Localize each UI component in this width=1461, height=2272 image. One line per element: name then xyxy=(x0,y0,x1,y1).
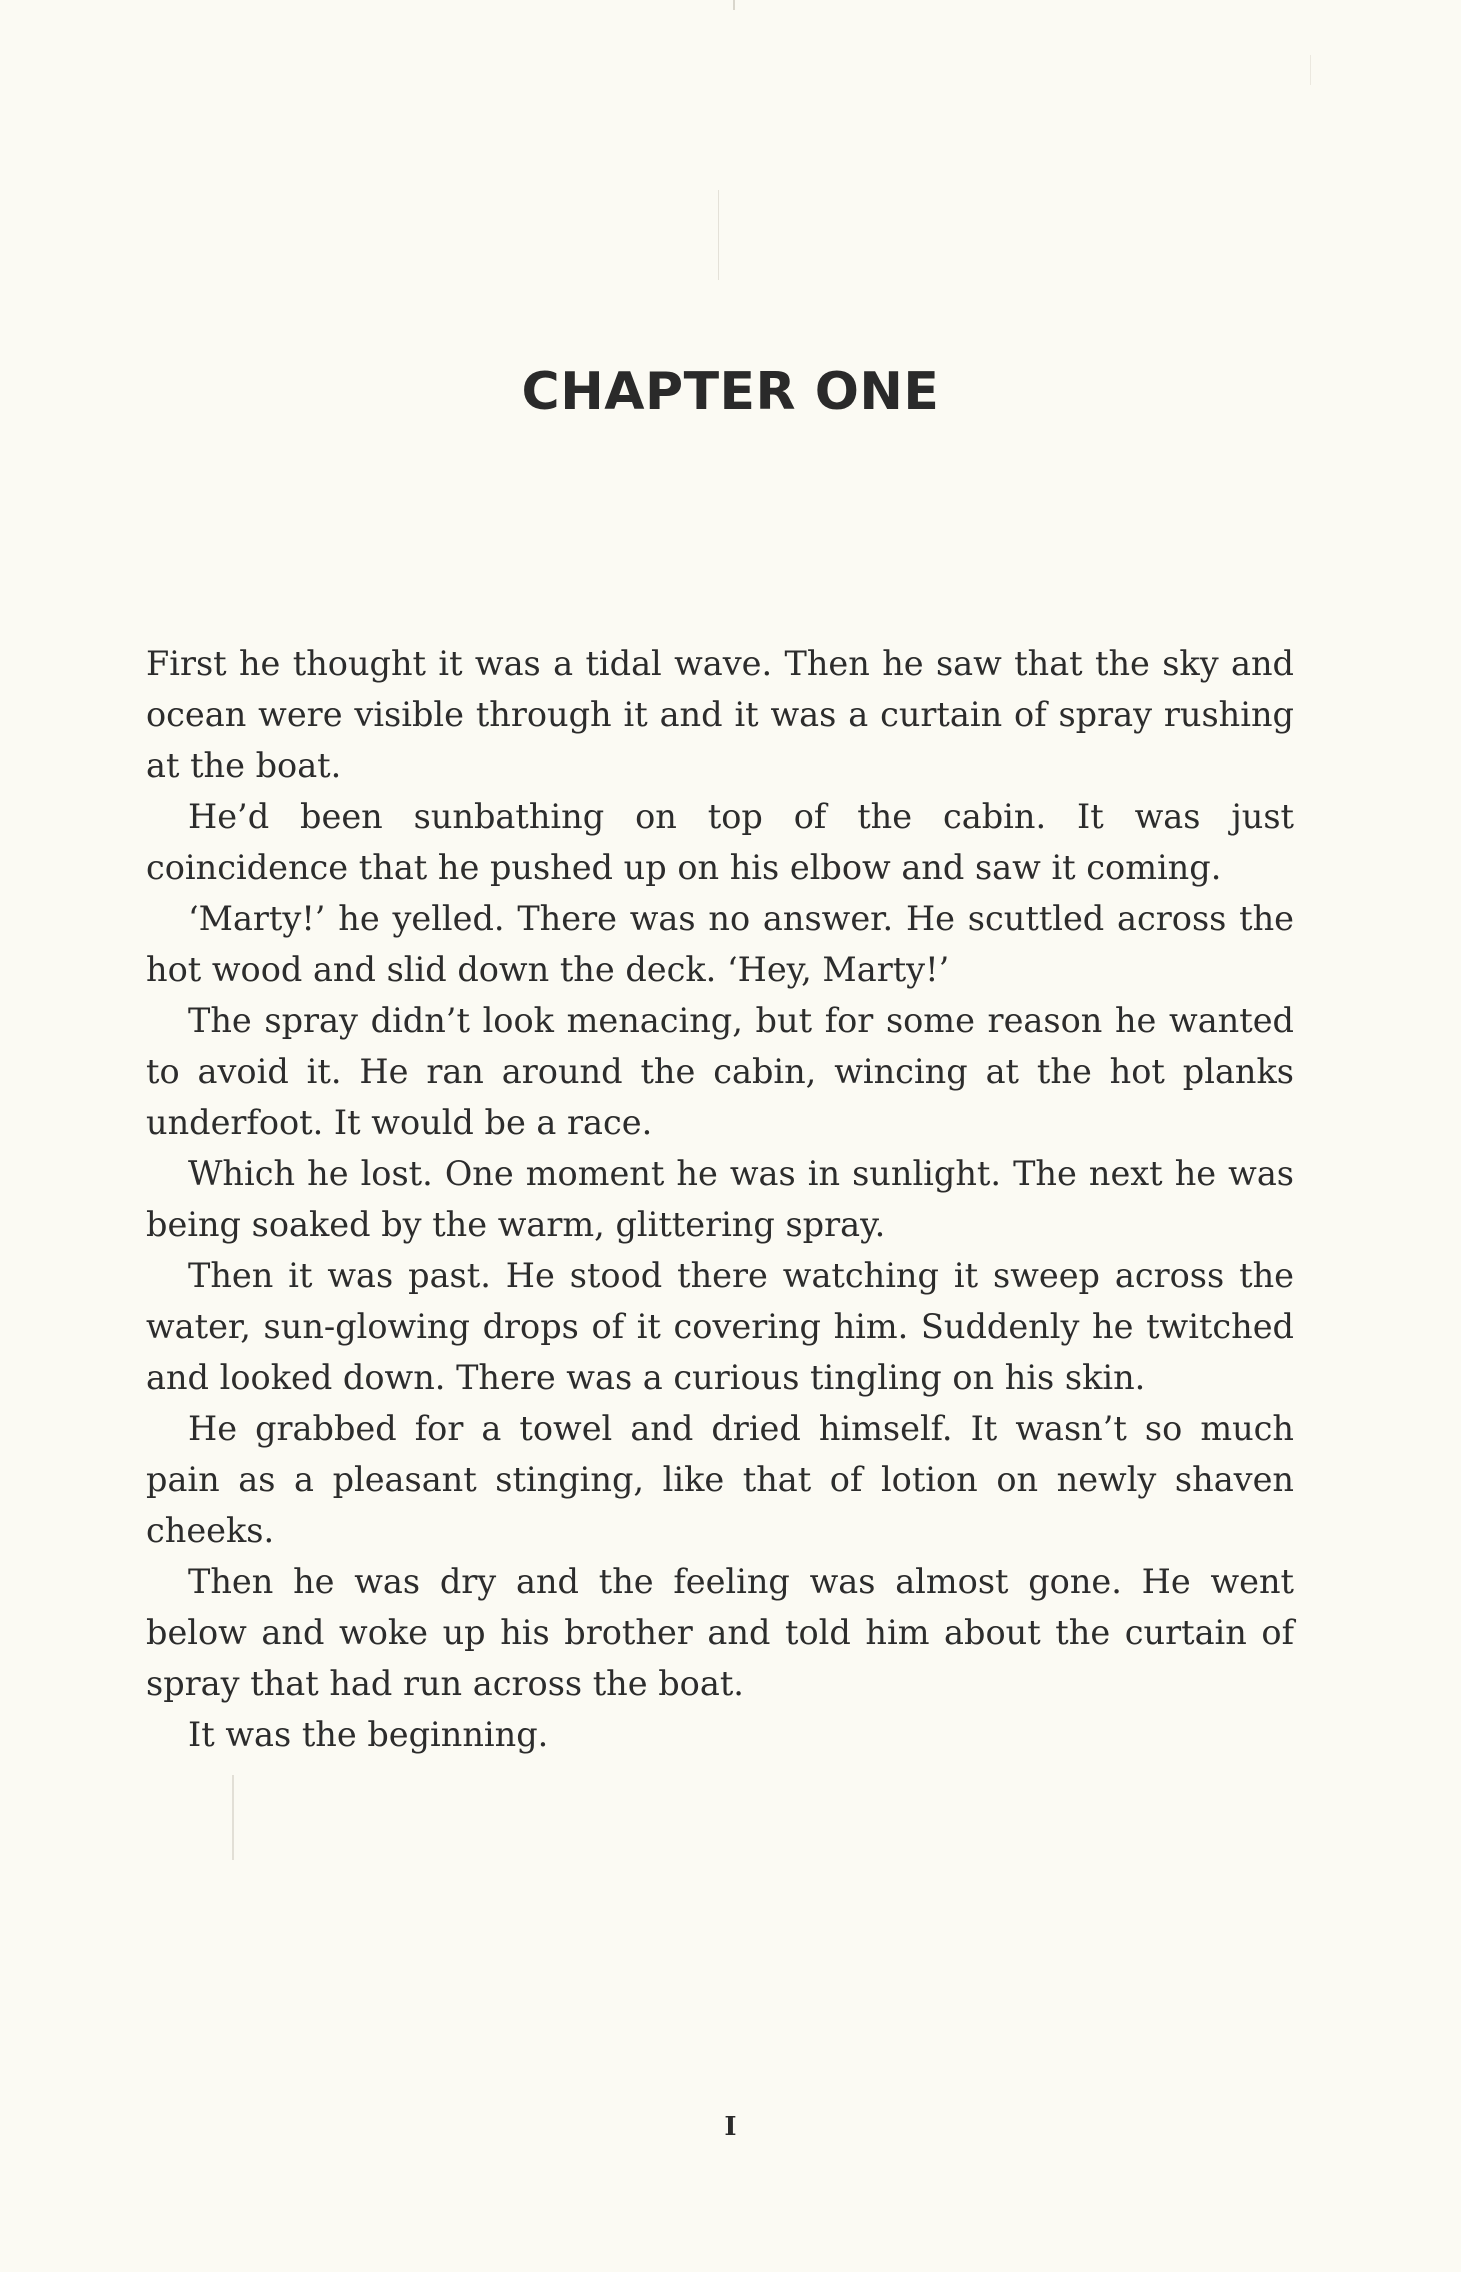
paragraph: Then it was past. He stood there watching it sweep across the water, sun-glowing drops of it covering him. Suddenly he twitched and looked down. There was a curious tingling on his skin. xyxy=(146,1256,1294,1397)
paragraph: Then he was dry and the feeling was almost gone. He went below and woke up his brother and told him about the curtain of spray that had run across the boat. xyxy=(146,1562,1294,1703)
paragraph: The spray didn’t look menacing, but for some reason he wanted to avoid it. He ran around the cabin, wincing at the hot planks underfoot. It would be a race. xyxy=(146,1001,1294,1142)
page-number: I xyxy=(724,2112,737,2142)
paragraph: ‘Marty!’ he yelled. There was no answer. He scuttled across the hot wood and slid down the deck. ‘Hey, Marty!’ xyxy=(146,899,1294,989)
scan-mark xyxy=(1310,55,1311,85)
scan-mark xyxy=(232,1775,234,1860)
paragraph: First he thought it was a tidal wave. Then he saw that the sky and ocean were visible through it and it was a curtain of spray rushing at the boat. xyxy=(146,644,1294,785)
paragraph: He grabbed for a towel and dried himself. It wasn’t so much pain as a pleasant stinging, like that of lotion on newly shaven cheeks. xyxy=(146,1409,1294,1550)
scan-mark xyxy=(733,0,735,10)
scan-mark xyxy=(718,190,719,280)
chapter-title: CHAPTER ONE xyxy=(521,362,940,422)
paragraph: He’d been sunbathing on top of the cabin. It was just coincidence that he pushed up on his elbow and saw it coming. xyxy=(146,797,1294,887)
paragraph: It was the beginning. xyxy=(188,1715,549,1754)
paragraph: Which he lost. One moment he was in sunlight. The next he was being soaked by the warm, glittering spray. xyxy=(146,1154,1294,1244)
chapter-body xyxy=(146,638,1294,1760)
